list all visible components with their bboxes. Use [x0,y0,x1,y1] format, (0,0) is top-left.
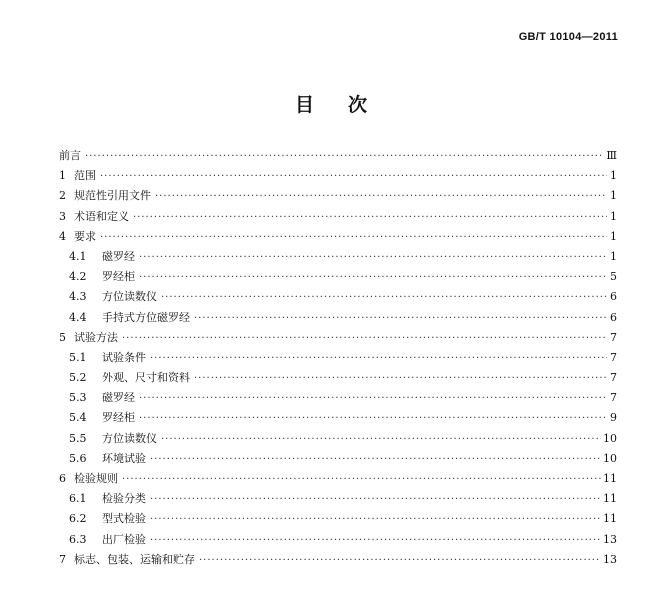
toc-entry-title: 前言 [59,149,81,162]
toc-entry[interactable] [59,469,617,489]
toc-entry-page: 7 [610,350,617,364]
toc-entry-number: 6 [59,472,66,485]
toc-entry-number: 5.4 [69,411,87,425]
toc-entry-number: 5.1 [69,350,87,364]
toc-entry-title: 术语和定义 [74,209,129,223]
toc-entry-number: 5.3 [69,391,87,405]
toc-entry-title: 出厂检验 [102,532,146,546]
dot-leader [139,409,607,429]
toc-entry-page: 1 [610,189,617,203]
toc-entry[interactable] [59,247,617,267]
toc-entry-number: 3 [59,209,66,223]
dot-leader [139,248,607,268]
toc-entry[interactable] [59,509,617,529]
toc-entry[interactable] [59,550,617,570]
dot-leader [100,167,607,187]
toc-entry-title: 磁罗经 [102,391,135,405]
toc-entry-page: 1 [610,229,617,243]
toc-entry[interactable] [59,408,617,428]
toc-entry-page: 13 [603,552,617,566]
dot-leader [133,208,607,228]
toc-entry-number: 5.6 [69,451,87,465]
toc-entry-page: 6 [610,290,617,304]
toc-entry-number: 4.1 [69,249,87,263]
toc-entry[interactable] [59,429,617,449]
toc-entry[interactable] [59,328,617,348]
toc-entry[interactable] [59,166,617,186]
toc-entry-number: 7 [59,552,66,566]
toc-entry-title: 环境试验 [102,451,146,465]
toc-entry-page: 7 [610,330,617,344]
toc-entry-page: 1 [610,209,617,223]
toc-entry-number: 4.2 [69,270,87,284]
toc-entry-number: 6.1 [69,492,87,506]
toc-entry-title: 型式检验 [102,512,146,526]
toc-entry-number: 1 [59,169,66,183]
toc-entry-title: 标志、包装、运输和贮存 [74,552,195,566]
toc-entry-title: 规范性引用文件 [74,189,151,203]
toc-entry[interactable] [59,207,617,227]
toc-entry-page: 10 [603,451,617,465]
toc-entry-title: 方位读数仪 [102,431,157,445]
dot-leader [139,268,607,288]
toc-entry[interactable] [59,388,617,408]
page-title: 目次 [294,94,401,116]
toc-entry-page: 7 [610,371,617,385]
toc-entry[interactable] [59,530,617,550]
toc-entry-number: 6.3 [69,532,87,546]
dot-leader [150,531,601,551]
toc-entry-page: 7 [610,391,617,405]
toc-entry-page: 11 [603,512,617,526]
toc-entry[interactable] [59,368,617,388]
standard-code: GB/T 10104—2011 [518,31,618,43]
table-of-contents [59,146,617,570]
dot-leader [161,430,601,450]
toc-entry-page: 10 [603,431,617,445]
toc-entry-title: 试验条件 [102,350,146,364]
dot-leader [161,288,607,308]
toc-entry-number: 4 [59,229,66,243]
toc-entry-page: 11 [603,472,617,485]
toc-entry[interactable] [59,348,617,368]
toc-entry-number: 5 [59,330,66,344]
toc-entry-title: 罗经柜 [102,411,135,425]
toc-entry[interactable] [59,146,617,166]
dot-leader [155,187,607,207]
dot-leader [122,470,601,490]
toc-entry-page: 9 [610,411,617,425]
toc-entry-number: 4.4 [69,310,87,324]
dot-leader [122,329,607,349]
toc-entry[interactable] [59,186,617,206]
toc-entry-page: 5 [610,270,617,284]
toc-entry-title: 磁罗经 [102,249,135,263]
toc-entry-page: 1 [610,169,617,183]
toc-entry-title: 检验分类 [102,492,146,506]
toc-entry-title: 罗经柜 [102,270,135,284]
dot-leader [150,450,601,470]
dot-leader [194,369,607,389]
dot-leader [150,490,601,510]
toc-entry-title: 范围 [74,169,96,183]
toc-entry[interactable] [59,267,617,287]
dot-leader [150,349,607,369]
toc-entry-page: 1 [610,249,617,263]
toc-entry-page: 13 [603,532,617,546]
toc-entry-title: 方位读数仪 [102,290,157,304]
dot-leader [100,228,607,248]
toc-entry-page: Ⅲ [606,149,617,162]
toc-entry[interactable] [59,227,617,247]
toc-entry-number: 6.2 [69,512,87,526]
toc-entry-page: 11 [603,492,617,506]
toc-entry[interactable] [59,489,617,509]
toc-entry[interactable] [59,449,617,469]
dot-leader [139,389,607,409]
toc-entry[interactable] [59,287,617,307]
toc-entry-title: 检验规则 [74,472,118,485]
toc-entry-title: 要求 [74,229,96,243]
dot-leader [85,147,604,167]
toc-entry-title: 外观、尺寸和资料 [102,371,190,385]
toc-entry-title: 手持式方位磁罗经 [102,310,190,324]
toc-entry-title: 试验方法 [74,330,118,344]
toc-entry-number: 5.5 [69,431,87,445]
toc-entry-number: 5.2 [69,371,87,385]
dot-leader [199,551,601,571]
toc-entry-number: 4.3 [69,290,87,304]
toc-entry-number: 2 [59,189,66,203]
dot-leader [194,309,607,329]
toc-entry-page: 6 [610,310,617,324]
toc-entry[interactable] [59,308,617,328]
dot-leader [150,510,601,530]
